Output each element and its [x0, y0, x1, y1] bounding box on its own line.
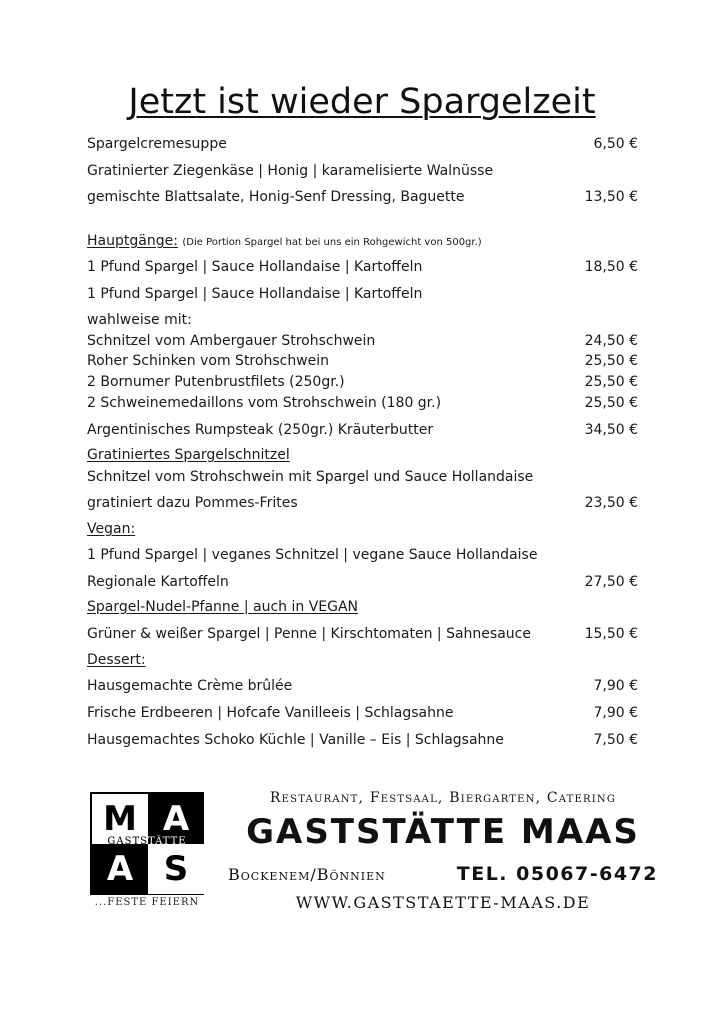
footer-town: Bockenem/Bönnien	[228, 865, 386, 884]
menu-item	[87, 704, 638, 722]
menu-item-name: 1 Pfund Spargel | Sauce Hollandaise | Kartoffeln	[87, 259, 423, 275]
section-heading	[87, 446, 638, 464]
menu-item-name: Gratinierter Ziegenkäse | Honig | karamelisierte Walnüsse	[87, 163, 494, 179]
menu-item-name: Regionale Kartoffeln	[87, 574, 229, 590]
menu-item	[87, 468, 638, 486]
menu-item-price: 6,50 €	[593, 136, 638, 152]
menu-item-price: 13,50 €	[584, 189, 638, 205]
menu-item	[87, 162, 638, 180]
menu-item-price: 25,50 €	[584, 353, 638, 369]
logo-letter: M	[92, 794, 148, 844]
section-heading-text	[87, 651, 146, 669]
menu-item-price: 7,90 €	[593, 705, 638, 721]
menu-item	[87, 352, 638, 370]
section-heading-text	[87, 520, 135, 538]
heading-label: Vegan:	[87, 521, 136, 537]
menu-item-price: 34,50 €	[584, 422, 638, 438]
menu-item	[87, 311, 638, 329]
menu-item-name: 1 Pfund Spargel | veganes Schnitzel | vegane Sauce Hollandaise	[87, 547, 538, 563]
menu-item-name: Schnitzel vom Strohschwein mit Spargel und Sauce Hollandaise	[87, 469, 534, 485]
menu-item-price: 23,50 €	[584, 495, 638, 511]
menu-item	[87, 285, 638, 303]
section-heading-text	[87, 232, 482, 252]
section-heading	[87, 651, 638, 669]
menu-item	[87, 731, 638, 749]
footer-phone: TEL. 05067-6472	[456, 863, 658, 885]
page-title: Jetzt ist wieder Spargelzeit	[128, 82, 596, 122]
heading-label: Hauptgänge:	[87, 233, 178, 249]
menu-item	[87, 625, 638, 643]
menu-item	[87, 135, 638, 153]
menu-item	[87, 421, 638, 439]
footer-services: Restaurant, Festsaal, Biergarten, Catering	[269, 790, 617, 806]
menu-item-price: 27,50 €	[584, 574, 638, 590]
logo-subtitle: GASTSTÄTTE	[107, 836, 187, 847]
menu-item-price: 18,50 €	[584, 259, 638, 275]
heading-label: Dessert:	[87, 652, 146, 668]
menu-item	[87, 546, 638, 564]
menu-item	[87, 258, 638, 276]
footer-contact	[228, 863, 658, 885]
section-heading	[87, 520, 638, 538]
maas-logo	[90, 792, 204, 895]
logo-letter: A	[148, 794, 204, 844]
menu-item-name: gratiniert dazu Pommes-Frites	[87, 495, 298, 511]
menu-item-price: 25,50 €	[584, 395, 638, 411]
logo-tagline: ...FESTE FEIERN	[94, 897, 200, 908]
footer-website: WWW.GASTSTAETTE-MAAS.DE	[295, 893, 591, 912]
footer-name: GASTSTÄTTE MAAS	[246, 812, 640, 852]
menu-item-name: Frische Erdbeeren | Hofcafe Vanilleeis | Schlagsahne	[87, 705, 454, 721]
menu-item	[87, 373, 638, 391]
logo-letter: S	[148, 844, 204, 894]
heading-label: Spargel-Nudel-Pfanne | auch in VEGAN	[87, 599, 359, 615]
menu-item-name: Grüner & weißer Spargel | Penne | Kirschtomaten | Sahnesauce	[87, 626, 531, 642]
menu-item	[87, 573, 638, 591]
menu-item-price: 25,50 €	[584, 374, 638, 390]
menu-item	[87, 332, 638, 350]
menu-item-name: 1 Pfund Spargel | Sauce Hollandaise | Kartoffeln	[87, 286, 423, 302]
menu-item-name: gemischte Blattsalate, Honig-Senf Dressing, Baguette	[87, 189, 465, 205]
menu-item-name: Spargelcremesuppe	[87, 136, 227, 152]
menu-item-name: 2 Bornumer Putenbrustfilets (250gr.)	[87, 374, 345, 390]
menu-item-name: Argentinisches Rumpsteak (250gr.) Kräuterbutter	[87, 422, 434, 438]
logo-letter: A	[92, 844, 148, 894]
menu-item-name: Schnitzel vom Ambergauer Strohschwein	[87, 333, 376, 349]
menu-item-price: 24,50 €	[584, 333, 638, 349]
menu-item	[87, 188, 638, 206]
section-heading	[87, 598, 638, 616]
menu-item-name: 2 Schweinemedaillons vom Strohschwein (180 gr.)	[87, 395, 442, 411]
menu-item	[87, 494, 638, 512]
menu-item-price: 7,50 €	[593, 732, 638, 748]
menu-item-price: 7,90 €	[593, 678, 638, 694]
menu-item	[87, 677, 638, 695]
menu-item-name: wahlweise mit:	[87, 312, 192, 328]
menu-item	[87, 394, 638, 412]
section-heading-text	[87, 446, 290, 464]
section-heading-text	[87, 598, 358, 616]
menu-item-name: Hausgemachtes Schoko Küchle | Vanille – Eis | Schlagsahne	[87, 732, 504, 748]
menu-item-name: Roher Schinken vom Strohschwein	[87, 353, 330, 369]
section-heading	[87, 232, 638, 252]
heading-label: Gratiniertes Spargelschnitzel	[87, 447, 290, 463]
menu-item-name: Hausgemachte Crème brûlée	[87, 678, 293, 694]
heading-note: (Die Portion Spargel hat bei uns ein Rohgewicht von 500gr.)	[182, 237, 482, 248]
menu-item-price: 15,50 €	[584, 626, 638, 642]
